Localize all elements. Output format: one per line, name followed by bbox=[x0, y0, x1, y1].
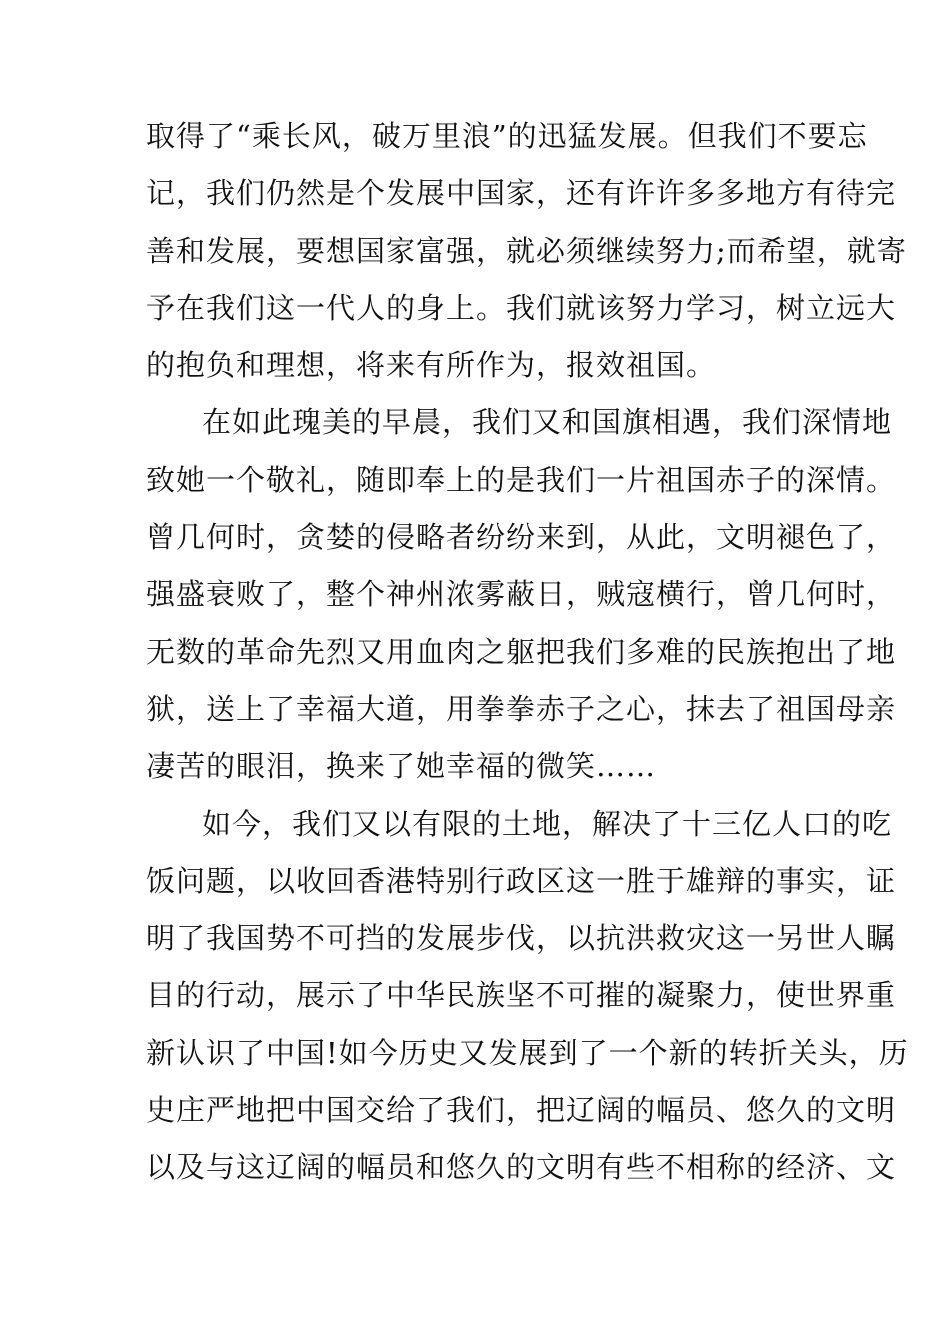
text-line-indented: 如今，我们又以有限的土地，解决了十三亿人口的吃 bbox=[202, 806, 893, 841]
paragraph-1 bbox=[146, 108, 907, 394]
text-line: 目的行动，展示了中华民族坚不可摧的凝聚力，使世界重 bbox=[146, 978, 897, 1013]
text-line: 凄苦的眼泪，换来了她幸福的微笑…… bbox=[146, 749, 657, 784]
body-text bbox=[146, 108, 909, 1197]
text-line: 史庄严地把中国交给了我们，把辽阔的幅员、悠久的文明 bbox=[146, 1093, 897, 1128]
text-line: 予在我们这一代人的身上。我们就该努力学习，树立远大 bbox=[146, 290, 897, 325]
text-line: 狱，送上了幸福大道，用拳拳赤子之心，抹去了祖国母亲 bbox=[146, 691, 897, 726]
text-line: 善和发展，要想国家富强，就必须继续努力;而希望，就寄 bbox=[146, 233, 907, 268]
text-line: 的抱负和理想，将来有所作为，报效祖国。 bbox=[146, 348, 717, 383]
text-line: 强盛衰败了，整个神州浓雾蔽日，贼寇横行，曾几何时， bbox=[146, 577, 897, 612]
text-line: 饭问题，以收回香港特别行政区这一胜于雄辩的事实，证 bbox=[146, 863, 897, 898]
text-line: 新认识了中国!如今历史又发展到了一个新的转折关头，历 bbox=[146, 1035, 909, 1070]
text-line: 曾几何时，贪婪的侵略者纷纷来到，从此，文明褪色了， bbox=[146, 520, 897, 555]
text-line: 以及与这辽阔的幅员和悠久的文明有些不相称的经济、文 bbox=[146, 1150, 897, 1185]
paragraph-2 bbox=[146, 394, 897, 795]
text-line: 记，我们仍然是个发展中国家，还有许许多多地方有待完 bbox=[146, 176, 897, 211]
text-line: 取得了“乘长风，破万里浪”的迅猛发展。但我们不要忘 bbox=[146, 119, 868, 153]
text-line: 无数的革命先烈又用血肉之躯把我们多难的民族抱出了地 bbox=[146, 634, 897, 669]
text-line: 致她一个敬礼，随即奉上的是我们一片祖国赤子的深情。 bbox=[146, 462, 897, 497]
paragraph-3 bbox=[146, 796, 909, 1197]
text-line-indented: 在如此瑰美的早晨，我们又和国旗相遇，我们深情地 bbox=[202, 405, 893, 440]
text-line: 明了我国势不可挡的发展步伐，以抗洪救灾这一另世人瞩 bbox=[146, 921, 897, 956]
